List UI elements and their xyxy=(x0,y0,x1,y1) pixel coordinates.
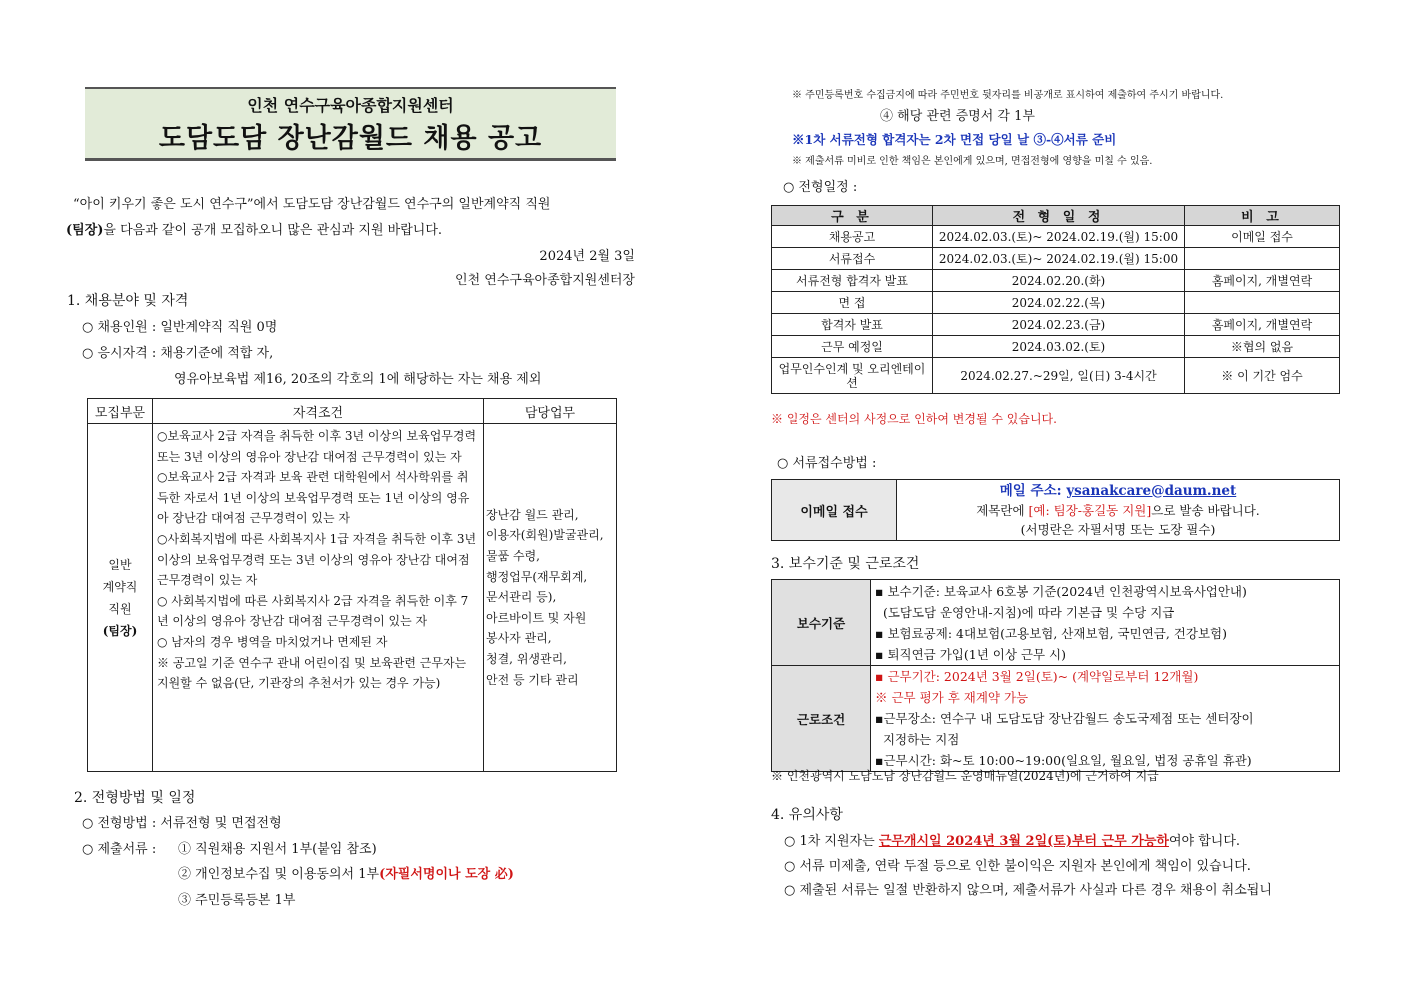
schedule-note xyxy=(1185,292,1340,314)
doc-3: ③ 주민등록등본 1부 xyxy=(178,893,296,908)
sign-note: (서명란은 자필서명 또는 도장 필수) xyxy=(1020,521,1216,537)
title-banner xyxy=(85,87,616,161)
qual-item: ○ 사회복지법에 따른 사회복지사 2급 자격을 취득한 이후 7년 이상의 영유아 장난감 대여점 근무경력이 있는 자 xyxy=(157,593,469,629)
pay-item: (도담도담 운영안내-지침)에 따라 기본급 및 수당 지급 xyxy=(875,604,1175,620)
intro-role: (팀장) xyxy=(66,223,104,238)
qual-item: ○ 남자의 경우 병역을 마치었거나 면제된 자 xyxy=(157,634,388,649)
work-item: ▪근무시간: 화~토 10:00~19:00(일요일, 월요일, 법정 공휴일 휴관) xyxy=(875,753,1252,768)
duty-item: 봉사자 관리, xyxy=(486,631,552,646)
responsibility-note: ※ 제출서류 미비로 인한 책임은 본인에게 있으며, 면접전형에 영향을 미칠 수 있음. xyxy=(792,156,1153,167)
apply-method: 이메일 접수 xyxy=(772,480,897,541)
schedule-date: 2024.02.27.~29일, 일(日) 3-4시간 xyxy=(933,358,1185,394)
work-details xyxy=(871,666,1340,772)
doc-2-text: ② 개인정보수집 및 이용동의서 1부 xyxy=(178,867,380,882)
note-1 xyxy=(784,830,1240,849)
pass-note: ※1차 서류전형 합격자는 2차 면접 당일 날 ③-④서류 준비 xyxy=(792,132,1117,147)
duty-item: 물품 수령, xyxy=(486,549,540,564)
schedule-date: 2024.02.20.(화) xyxy=(933,270,1185,292)
schedule-header-dates: 전 형 일 정 xyxy=(933,206,1185,226)
pay-label: 보수기준 xyxy=(772,580,871,666)
qual-item: ○보육교사 2급 자격과 보육 관련 대학원에서 석사학위를 취득한 자로서 1년 이상의 보육업무경력 또는 1년 이상의 영유아 장난감 대여점 근무경력이 있는 자 xyxy=(157,470,470,526)
work-label: 근로조건 xyxy=(772,666,871,772)
duty-item: 행정업무(재무회계, xyxy=(486,569,588,584)
schedule-date: 2024.02.22.(목) xyxy=(933,292,1185,314)
notice-issuer: 인천 연수구육아종합지원센터장 xyxy=(455,273,635,288)
schedule-row xyxy=(772,358,1340,394)
work-item: ※ 근무 평가 후 재계약 가능 xyxy=(875,690,1029,705)
note-3: ○ 제출된 서류는 일절 반환하지 않으며, 제출서류가 사실과 다른 경우 채용이 취소됩니 xyxy=(784,883,1272,898)
pay-details xyxy=(871,580,1340,666)
schedule-type: 합격자 발표 xyxy=(772,314,933,336)
section3-heading: 3. 보수기준 및 근로조건 xyxy=(771,556,920,572)
selection-method: ○ 전형방법 : 서류전형 및 면접전형 xyxy=(82,816,282,831)
schedule-type: 근무 예정일 xyxy=(772,336,933,358)
schedule-row xyxy=(772,292,1340,314)
qual-item: ○사회복지법에 따른 사회복지사 1급 자격을 취득한 이후 3년 이상의 보육업무경력 또는 3년 이상의 영유아 장난감 대여점 근무경력이 있는 자 xyxy=(157,531,477,588)
schedule-type: 서류접수 xyxy=(772,248,933,270)
section4-heading: 4. 유의사항 xyxy=(771,807,843,823)
schedule-note: ※ 이 기간 엄수 xyxy=(1185,358,1340,394)
id-number-note: ※ 주민등록번호 수집금지에 따라 주민번호 뒷자리를 비공개로 표시하여 제출하여 주시기 바랍니다. xyxy=(792,90,1224,101)
schedule-header-type: 구 분 xyxy=(772,206,933,226)
work-item: ▪ 근무기간: 2024년 3월 2일(토)~ (계약일로부터 12개월) xyxy=(875,669,1199,684)
schedule-note: ※협의 없음 xyxy=(1185,336,1340,358)
qualification-table xyxy=(87,398,617,772)
position-role: (팀장) xyxy=(102,623,138,638)
note-1-pre: ○ 1차 지원자는 xyxy=(784,834,879,849)
notice-date: 2024년 2월 3일 xyxy=(539,249,635,264)
duty-item: 이용자(회원)발굴관리, xyxy=(486,528,604,543)
mail-link[interactable]: ysanakcare@daum.net xyxy=(1066,482,1237,499)
schedule-change-note: ※ 일정은 센터의 사정으로 인하여 변경될 수 있습니다. xyxy=(771,412,1057,426)
schedule-label: ○ 전형일정 : xyxy=(783,180,858,195)
schedule-note: 홈페이지, 개별연락 xyxy=(1185,314,1340,336)
work-item: ▪근무장소: 연수구 내 도담도담 장난감월드 송도국제점 또는 센터장이 xyxy=(875,711,1254,726)
schedule-note: 홈페이지, 개별연락 xyxy=(1185,270,1340,292)
schedule-type: 채용공고 xyxy=(772,226,933,248)
schedule-note: 이메일 접수 xyxy=(1185,226,1340,248)
doc-2-required: (자필서명이나 도장 必) xyxy=(379,867,514,882)
exclusion: 영유아보육법 제16, 20조의 각호의 1에 해당하는 자는 채용 제외 xyxy=(174,372,542,387)
pay-item: ▪ 보수기준: 보육교사 6호봉 기준(2024년 인천광역시보육사업안내) xyxy=(875,583,1247,599)
pay-item: ▪ 퇴직연금 가입(1년 이상 근무 시) xyxy=(875,646,1066,662)
schedule-table xyxy=(771,205,1340,394)
qual-item: ○보육교사 2급 자격을 취득한 이후 3년 이상의 보육업무경력 또는 3년 이상의 영유아 장난감 대여점 근무경력이 있는 자 xyxy=(157,429,477,464)
title-org: 인천 연수구육아종합지원센터 xyxy=(247,96,454,115)
recruit-count: ○ 채용인원 : 일반계약직 직원 0명 xyxy=(82,320,278,335)
page-title: 도담도담 장난감월드 채용 공고 xyxy=(158,123,543,154)
schedule-type: 서류전형 합격자 발표 xyxy=(772,270,933,292)
schedule-date: 2024.02.03.(토)~ 2024.02.19.(월) 15:00 xyxy=(933,248,1185,270)
position-cell xyxy=(88,424,153,772)
schedule-row xyxy=(772,248,1340,270)
schedule-row xyxy=(772,336,1340,358)
schedule-header-note: 비 고 xyxy=(1185,206,1340,226)
apply-details xyxy=(897,480,1340,541)
intro-line2-rest: 을 다음과 같이 공개 모집하오니 많은 관심과 지원 바랍니다. xyxy=(103,223,443,238)
pay-footnote: ※ 인천광역시 도담도담 장난감월드 운영매뉴얼(2024년)에 근거하여 지급 xyxy=(771,769,1159,783)
schedule-row xyxy=(772,314,1340,336)
eligibility: ○ 응시자격 : 채용기준에 적합 자, xyxy=(82,346,274,361)
doc-2 xyxy=(178,863,514,882)
duty-item: 문서관리 등), xyxy=(486,590,557,605)
schedule-row xyxy=(772,270,1340,292)
schedule-note xyxy=(1185,248,1340,270)
note-1-post: 여야 합니다. xyxy=(1168,834,1241,849)
header-duties: 담당업무 xyxy=(484,399,617,424)
docs-label: ○ 제출서류 : xyxy=(82,842,157,857)
duty-item: 아르바이트 및 자원 xyxy=(486,610,587,625)
mail-subject-rule xyxy=(901,501,1335,520)
schedule-type: 업무인수인계 및 오리엔테이션 xyxy=(772,358,933,394)
apply-method-label: ○ 서류접수방법 : xyxy=(777,456,877,471)
mail-address[interactable] xyxy=(901,482,1335,501)
duty-item: 안전 등 기타 관리 xyxy=(486,672,579,687)
section2-heading: 2. 전형방법 및 일정 xyxy=(74,790,196,806)
position-line: 직원 xyxy=(108,601,132,616)
qualifications-cell xyxy=(153,424,484,772)
schedule-date: 2024.02.03.(토)~ 2024.02.19.(월) 15:00 xyxy=(933,226,1185,248)
application-table xyxy=(771,479,1340,541)
qual-item: ※ 공고일 기준 연수구 관내 어린이집 및 보육관련 근무자는 지원할 수 없음(단, 기관장의 추천서가 있는 경우 가능) xyxy=(157,655,467,691)
schedule-date: 2024.03.02.(토) xyxy=(933,336,1185,358)
duties-cell xyxy=(484,424,617,772)
pay-item: ▪ 보험료공제: 4대보험(고용보험, 산재보험, 국민연금, 건강보험) xyxy=(875,625,1227,641)
mail-prefix: 메일 주소: xyxy=(999,482,1067,499)
position-line: 일반 xyxy=(108,557,132,572)
position-line: 계약직 xyxy=(102,579,138,594)
note-2: ○ 서류 미제출, 연락 두절 등으로 인한 불이익은 지원자 본인에게 책임이 있습니다. xyxy=(784,859,1251,874)
schedule-row xyxy=(772,226,1340,248)
intro-line2 xyxy=(66,219,442,238)
schedule-date: 2024.02.23.(금) xyxy=(933,314,1185,336)
intro-line1: “아이 키우기 좋은 도시 연수구”에서 도담도담 장난감월드 연수구의 일반계약직 직원 xyxy=(73,197,551,212)
duty-item: 장난감 월드 관리, xyxy=(486,507,579,522)
doc-1: ① 직원채용 지원서 1부(붙임 참조) xyxy=(178,842,377,857)
header-qualifications: 자격조건 xyxy=(153,399,484,424)
conditions-table xyxy=(771,579,1340,772)
subject-pre: 제목란에 xyxy=(976,502,1029,518)
doc-4: ④ 해당 관련 증명서 각 1부 xyxy=(880,109,1035,124)
schedule-type: 면 접 xyxy=(772,292,933,314)
section1-heading: 1. 채용분야 및 자격 xyxy=(67,293,189,309)
note-1-start-date: 근무개시일 2024년 3월 2일(토)부터 근무 가능하 xyxy=(878,834,1169,849)
subject-post: 으로 발송 바랍니다. xyxy=(1151,502,1260,518)
header-position: 모집부문 xyxy=(88,399,153,424)
subject-example: [예: 팀장-홍길동 지원] xyxy=(1028,502,1152,518)
duty-item: 청결, 위생관리, xyxy=(486,651,567,666)
work-item: 지정하는 지점 xyxy=(875,732,960,747)
